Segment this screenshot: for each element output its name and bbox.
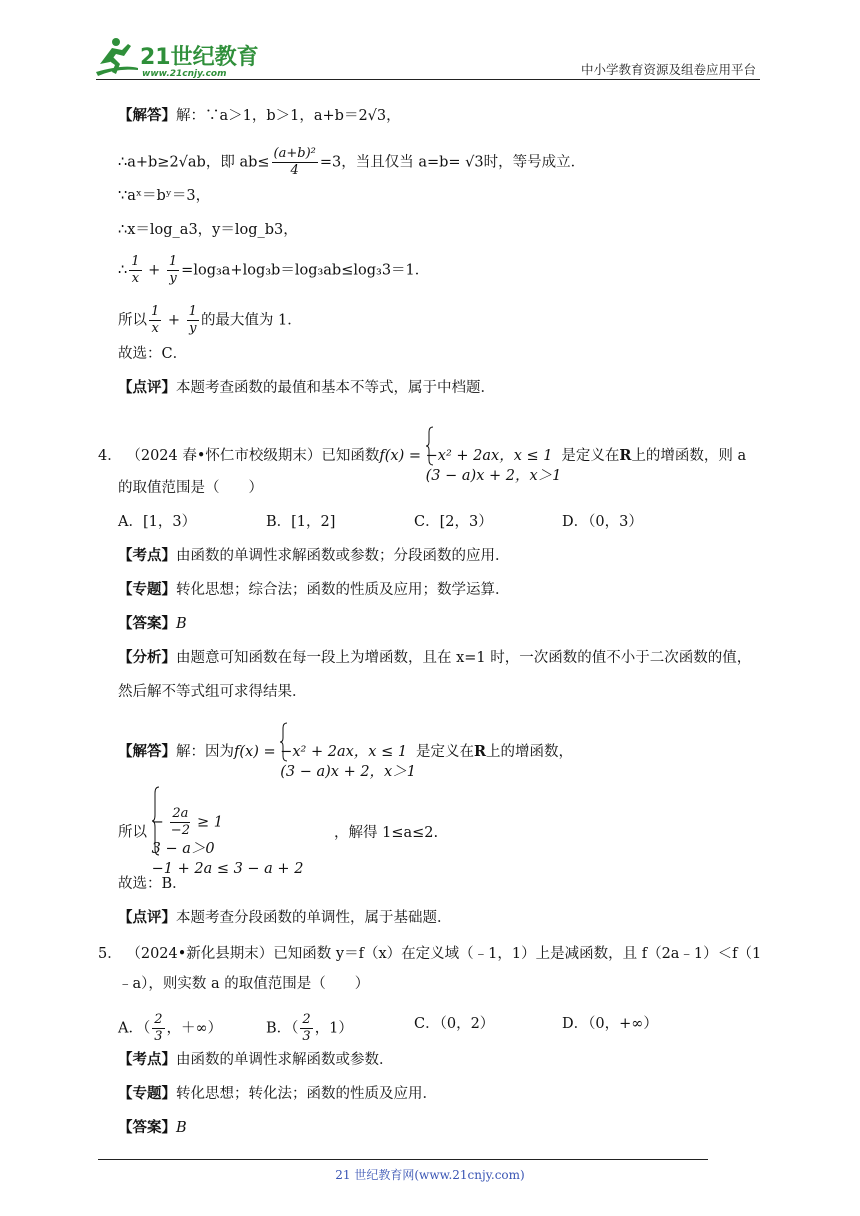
platform-name: 中小学教育资源及组卷应用平台: [580, 62, 756, 77]
q3-jieda-line: [118, 106, 401, 126]
site-logo[interactable]: [94, 34, 264, 80]
q4-answer: 【答案】B: [118, 615, 187, 632]
q4-stem-line2: 的取值范围是（ ）: [118, 480, 263, 496]
q5-option-d[interactable]: D．（0，+∞）: [562, 1016, 658, 1032]
q4-fenxi: 【分析】由题意可知函数在每一段上为增函数，且在 x=1 时，一次函数的值不小于二次函数的值，: [118, 649, 752, 666]
q4-option-c[interactable]: C．[2，3）: [414, 514, 493, 530]
q4-stem: 4． （2024 春•怀仁市校级期末）已知函数f(x) = −x² + 2ax，x ≤ 1 (3 − a)x + 2，x＞1 是定义在R上的增函数，则 a: [98, 426, 746, 486]
q3-line4: ∴x＝log_a3，y＝log_b3，: [118, 222, 298, 238]
q4-option-a[interactable]: A．[1，3）: [118, 514, 197, 530]
q5-answer: 【答案】B: [118, 1119, 187, 1136]
q5-kaodian: 【考点】由函数的单调性求解函数或参数．: [118, 1051, 394, 1068]
q4-zhuanti: 【专题】转化思想；综合法；函数的性质及应用；数学运算．: [118, 581, 510, 598]
q5-option-c[interactable]: C．（0，2）: [414, 1016, 495, 1032]
q5-zhuanti: 【专题】转化思想；转化法；函数的性质及应用．: [118, 1085, 437, 1102]
footer-divider: [98, 1159, 708, 1160]
q5-option-a[interactable]: A．（ $\frac{2}{3}$ ，＋∞）: [118, 1012, 223, 1044]
q4-number: 4．: [98, 448, 122, 464]
q4-piecewise: −x² + 2ax，x ≤ 1 (3 − a)x + 2，x＞1: [426, 426, 562, 486]
q4-dianping: 【点评】本题考查分段函数的单调性，属于基础题．: [118, 909, 452, 926]
q4-inequality-system: − $\frac{2a}{-2}$ ≥ 1 3 − a＞0 −1 + 2a ≤ 3 − a + 2: [152, 786, 304, 879]
q4-stem-pre: （2024 春•怀仁市校级期末）已知函数: [126, 448, 380, 464]
q3-line2-pre: ∴a+b≥2√ab，即 ab≤: [118, 154, 270, 171]
q4-system: 所以 − $\frac{2a}{-2}$ ≥ 1 3 − a＞0 −1 + 2a ≤ 3 − a + 2 ，解得 1≤a≤2.: [118, 786, 438, 879]
logo-text: 21世纪教育: [140, 45, 259, 70]
q3-line5: ∴ $\frac{1}{x}$ + $\frac{1}{y}$ =log₃a+log₃b＝log₃ab≤log₃3＝1．: [118, 254, 430, 286]
q4-fenxi-line2: 然后解不等式组可求得结果．: [118, 684, 307, 700]
q5-stem-line2: ﹣a），则实数 a 的取值范围是（ ）: [118, 976, 370, 992]
q5-stem: 5． （2024•新化县期末）已知函数 y＝f（x）在定义域（﹣1，1）上是减函数，且 f（2a﹣1）＜f（1: [98, 946, 762, 962]
q3-line2-post: =3，当且仅当 a=b= √3时，等号成立．: [319, 154, 586, 171]
q3-jieda-text: 解：∵a＞1，b＞1，a+b＝2√3，: [176, 108, 401, 124]
q4-option-b[interactable]: B．[1，2]: [266, 514, 336, 530]
q3-line3: ∵aˣ＝bʸ＝3，: [118, 188, 211, 204]
jieda-tag: 【解答】: [118, 107, 176, 124]
header-divider: [96, 79, 760, 80]
q4-option-d[interactable]: D．（0，3）: [562, 514, 643, 530]
q4-jieda: 【解答】解：因为f(x) = −x² + 2ax，x ≤ 1 (3 − a)x + 2，x＞1 是定义在R上的增函数，: [118, 722, 573, 782]
q4-choose: 故选：B．: [118, 876, 187, 892]
footer-link[interactable]: 21 世纪教育网(www.21cnjy.com): [335, 1168, 525, 1182]
q3-line6: 所以 $\frac{1}{x}$ + $\frac{1}{y}$ 的最大值为 1．: [118, 304, 302, 336]
q3-line2-fraction: $\frac{\text{(a+b)²}}{4}$: [273, 146, 316, 178]
q4-jieda-piecewise: −x² + 2ax，x ≤ 1 (3 − a)x + 2，x＞1: [280, 722, 416, 782]
q3-choose: 故选：C．: [118, 346, 188, 362]
q4-kaodian: 【考点】由函数的单调性求解函数或参数；分段函数的应用．: [118, 547, 510, 564]
q3-dianping: 【点评】本题考查函数的最值和基本不等式，属于中档题．: [118, 379, 495, 396]
q3-line2: [118, 146, 585, 179]
q5-option-b[interactable]: B．（ $\frac{2}{3}$ ，1）: [266, 1012, 353, 1044]
logo-url: www.21cnjy.com: [142, 69, 227, 79]
